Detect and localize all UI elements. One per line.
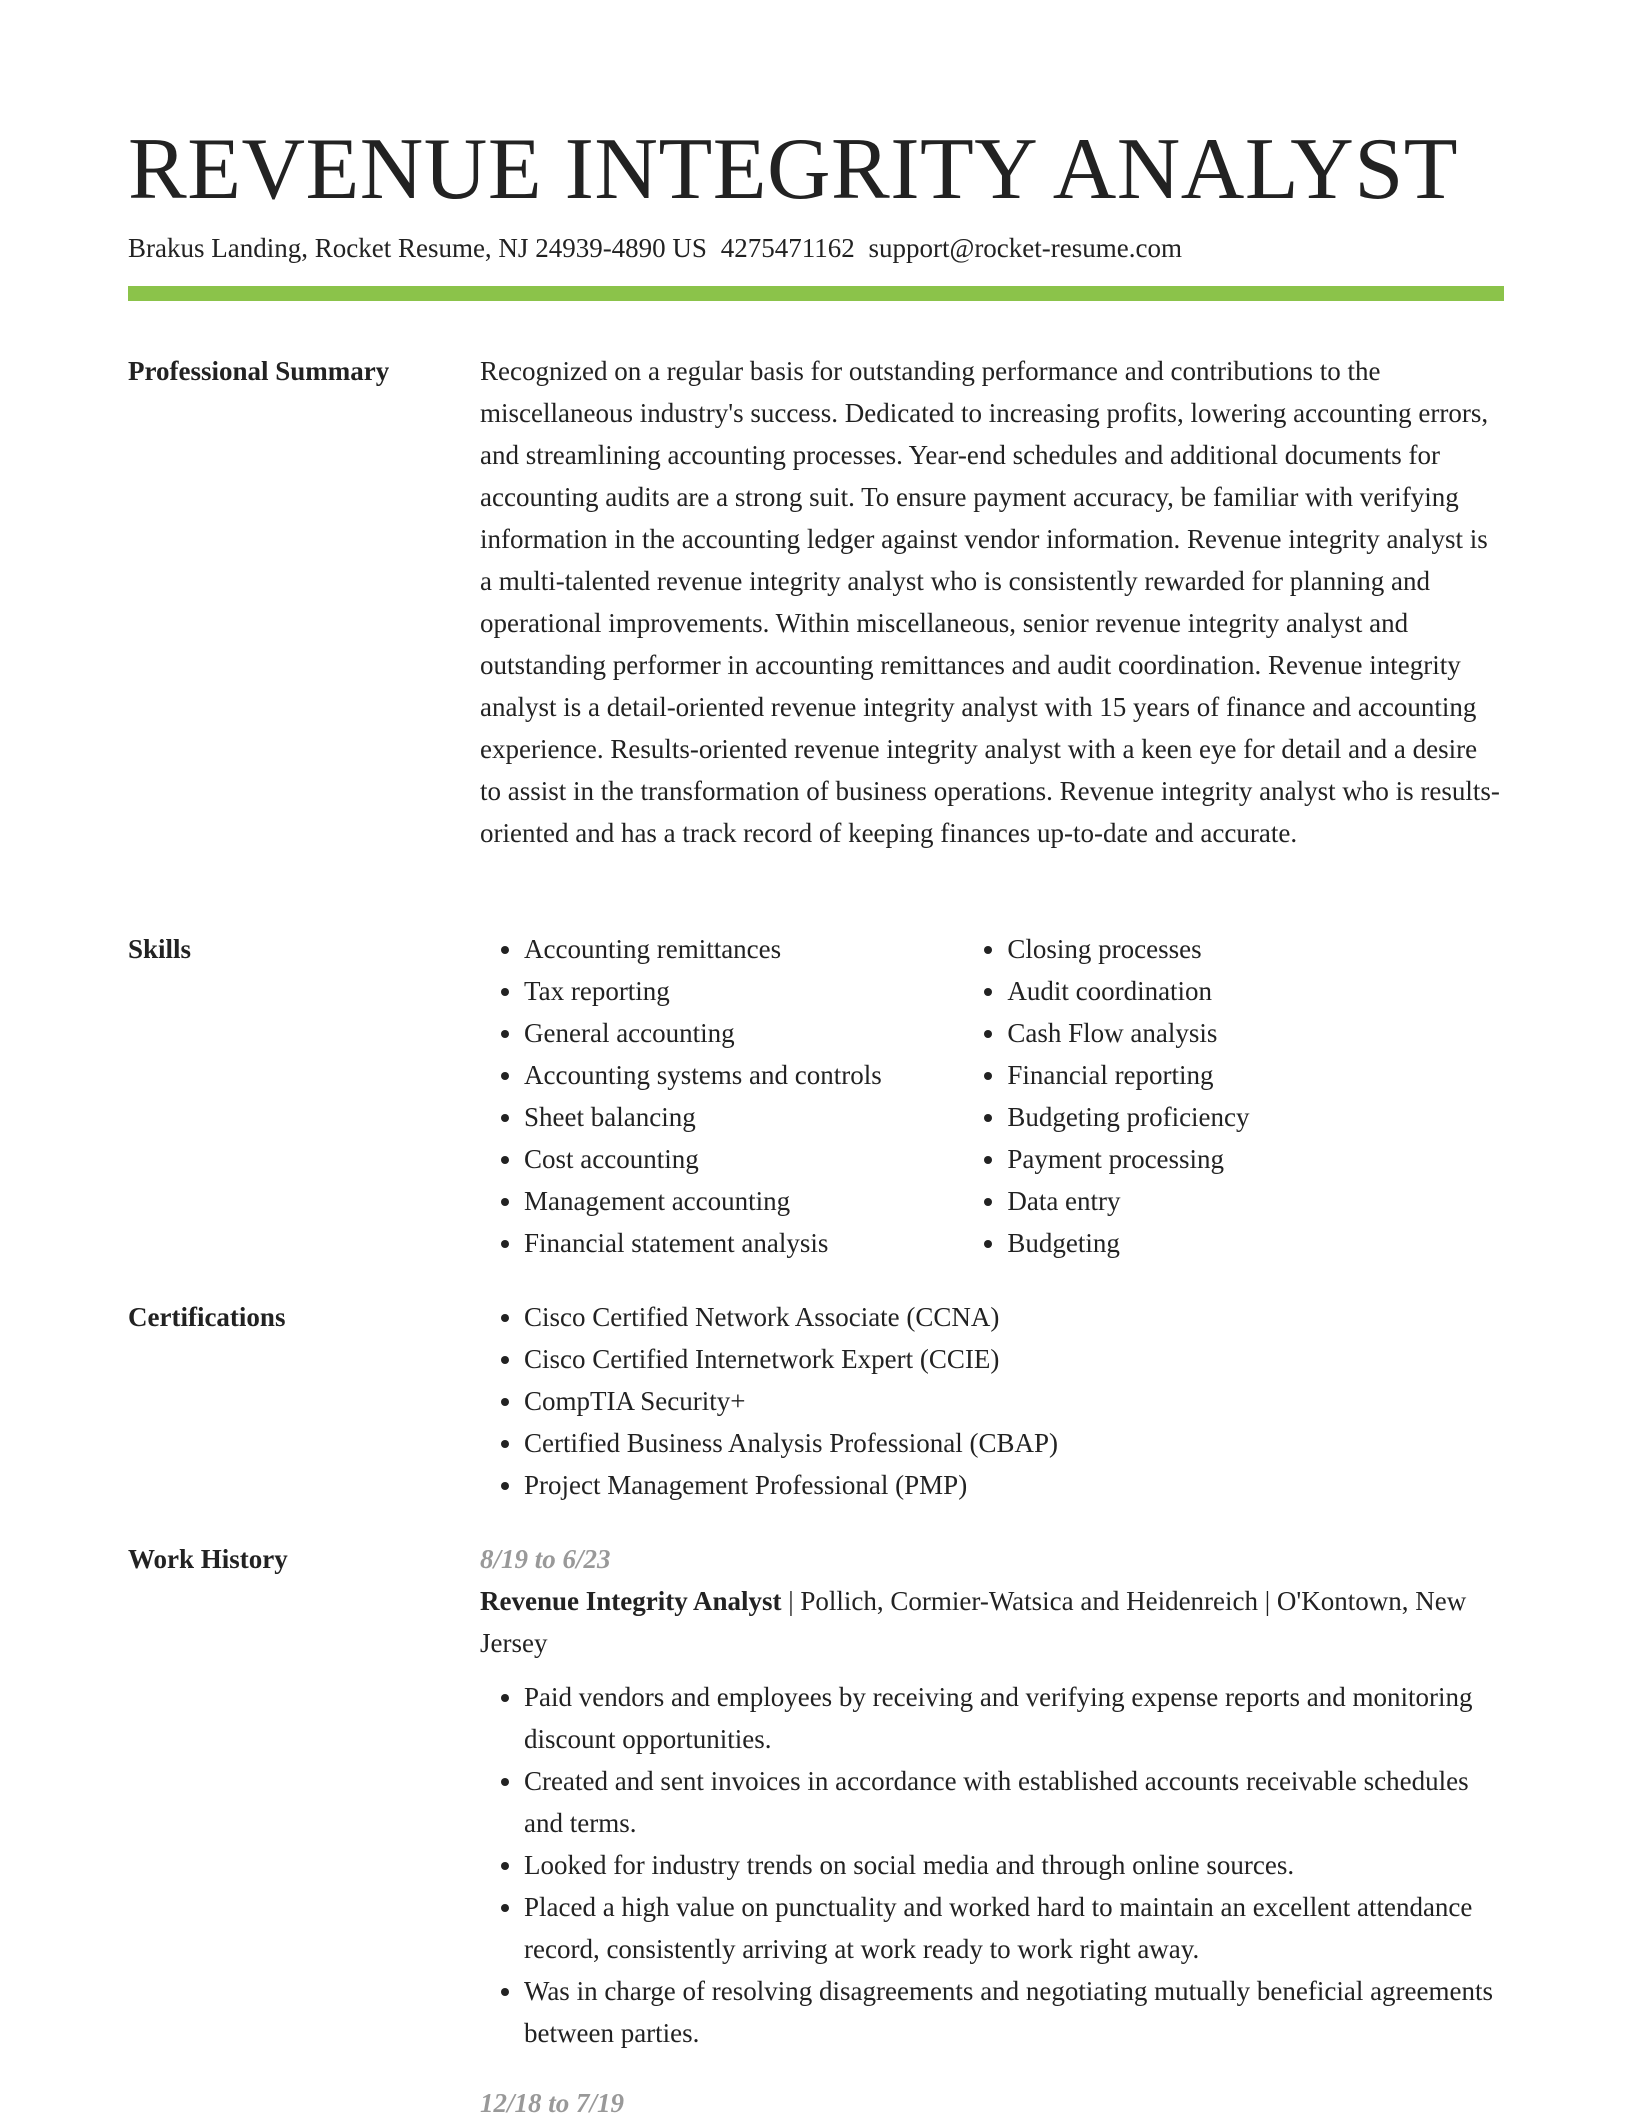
job-bullet: • Created and sent invoices in accordance with established accounts receivable schedules and terms. bbox=[524, 1760, 1504, 1844]
summary-body bbox=[480, 350, 1504, 854]
skill-item: • Closing processes bbox=[1007, 928, 1504, 970]
job-bullet: • Looked for industry trends on social media and through online sources. bbox=[524, 1844, 1504, 1886]
job-dates: 12/18 to 7/19 bbox=[480, 2088, 625, 2118]
contact-email[interactable]: support@rocket-resume.com bbox=[868, 233, 1182, 263]
skill-item: • Financial statement analysis bbox=[524, 1222, 963, 1264]
certifications-list bbox=[480, 1296, 1504, 1506]
contact-phone: 4275471162 bbox=[720, 233, 855, 263]
resume-title: REVENUE INTEGRITY ANALYST bbox=[128, 121, 1459, 218]
work-history-body bbox=[480, 1538, 1504, 2054]
job-heading bbox=[480, 1580, 1504, 1664]
job-details: | Pollich, Cormier-Watsica and Heidenreich | O'Kontown, New Jersey bbox=[480, 1586, 1467, 1658]
contact-line bbox=[128, 230, 1182, 266]
header-divider bbox=[128, 286, 1504, 301]
certifications-body bbox=[480, 1296, 1504, 1506]
summary-heading: Professional Summary bbox=[128, 356, 390, 386]
skills-body bbox=[480, 928, 1504, 1264]
contact-address: Brakus Landing, Rocket Resume, NJ 24939-4890 US bbox=[128, 233, 707, 263]
certification-item: • Cisco Certified Network Associate (CCNA) bbox=[524, 1296, 1504, 1338]
skill-item: • Audit coordination bbox=[1007, 970, 1504, 1012]
job-title: Revenue Integrity Analyst bbox=[480, 1586, 782, 1616]
skill-item: • Data entry bbox=[1007, 1180, 1504, 1222]
skills-heading: Skills bbox=[128, 934, 192, 964]
skill-item: • Budgeting proficiency bbox=[1007, 1096, 1504, 1138]
certification-item: • Cisco Certified Internetwork Expert (CCIE) bbox=[524, 1338, 1504, 1380]
skill-item: • Budgeting bbox=[1007, 1222, 1504, 1264]
job-2-body bbox=[480, 2082, 1504, 2124]
job-bullets bbox=[480, 1676, 1504, 2054]
skill-item: • Financial reporting bbox=[1007, 1054, 1504, 1096]
job-bullet: • Was in charge of resolving disagreements and negotiating mutually beneficial agreements between parties. bbox=[524, 1970, 1504, 2054]
certification-item: • CompTIA Security+ bbox=[524, 1380, 1504, 1422]
work-history-heading: Work History bbox=[128, 1544, 288, 1574]
skill-item: • Payment processing bbox=[1007, 1138, 1504, 1180]
certifications-heading: Certifications bbox=[128, 1302, 286, 1332]
skill-item: • General accounting bbox=[524, 1012, 963, 1054]
summary-text: Recognized on a regular basis for outstanding performance and contributions to the miscellaneous industry's success. Dedicated to increasing profits, lowering accounting errors, and streamlining accounting processes. Year-end schedules and additional documents for accounting audits are a strong suit. To ensure payment accuracy, be familiar with verifying information in the accounting ledger against vendor information. Revenue integrity analyst is a multi-talented revenue integrity analyst who is consistently rewarded for planning and operational improvements. Within miscellaneous, senior revenue integrity analyst and outstanding performer in accounting remittances and audit coordination. Revenue integrity analyst is a detail-oriented revenue integrity analyst with 15 years of finance and accounting experience. Results-oriented revenue integrity analyst with a keen eye for detail and a desire to assist in the transformation of business operations. Revenue integrity analyst who is results-oriented and has a track record of keeping finances up-to-date and accurate. bbox=[480, 356, 1500, 848]
skill-item: • Tax reporting bbox=[524, 970, 963, 1012]
skills-list-right bbox=[963, 928, 1504, 1264]
job-dates: 8/19 to 6/23 bbox=[480, 1544, 611, 1574]
skills-list-left bbox=[480, 928, 963, 1264]
skill-item: • Accounting systems and controls bbox=[524, 1054, 963, 1096]
job-bullet: • Paid vendors and employees by receiving and verifying expense reports and monitoring discount opportunities. bbox=[524, 1676, 1504, 1760]
skill-item: • Cash Flow analysis bbox=[1007, 1012, 1504, 1054]
skill-item: • Management accounting bbox=[524, 1180, 963, 1222]
skill-item: • Cost accounting bbox=[524, 1138, 963, 1180]
skill-item: • Sheet balancing bbox=[524, 1096, 963, 1138]
job-bullet: • Placed a high value on punctuality and worked hard to maintain an excellent attendance record, consistently arriving at work ready to work right away. bbox=[524, 1886, 1504, 1970]
skill-item: • Accounting remittances bbox=[524, 928, 963, 970]
certification-item: • Certified Business Analysis Professional (CBAP) bbox=[524, 1422, 1504, 1464]
certification-item: • Project Management Professional (PMP) bbox=[524, 1464, 1504, 1506]
